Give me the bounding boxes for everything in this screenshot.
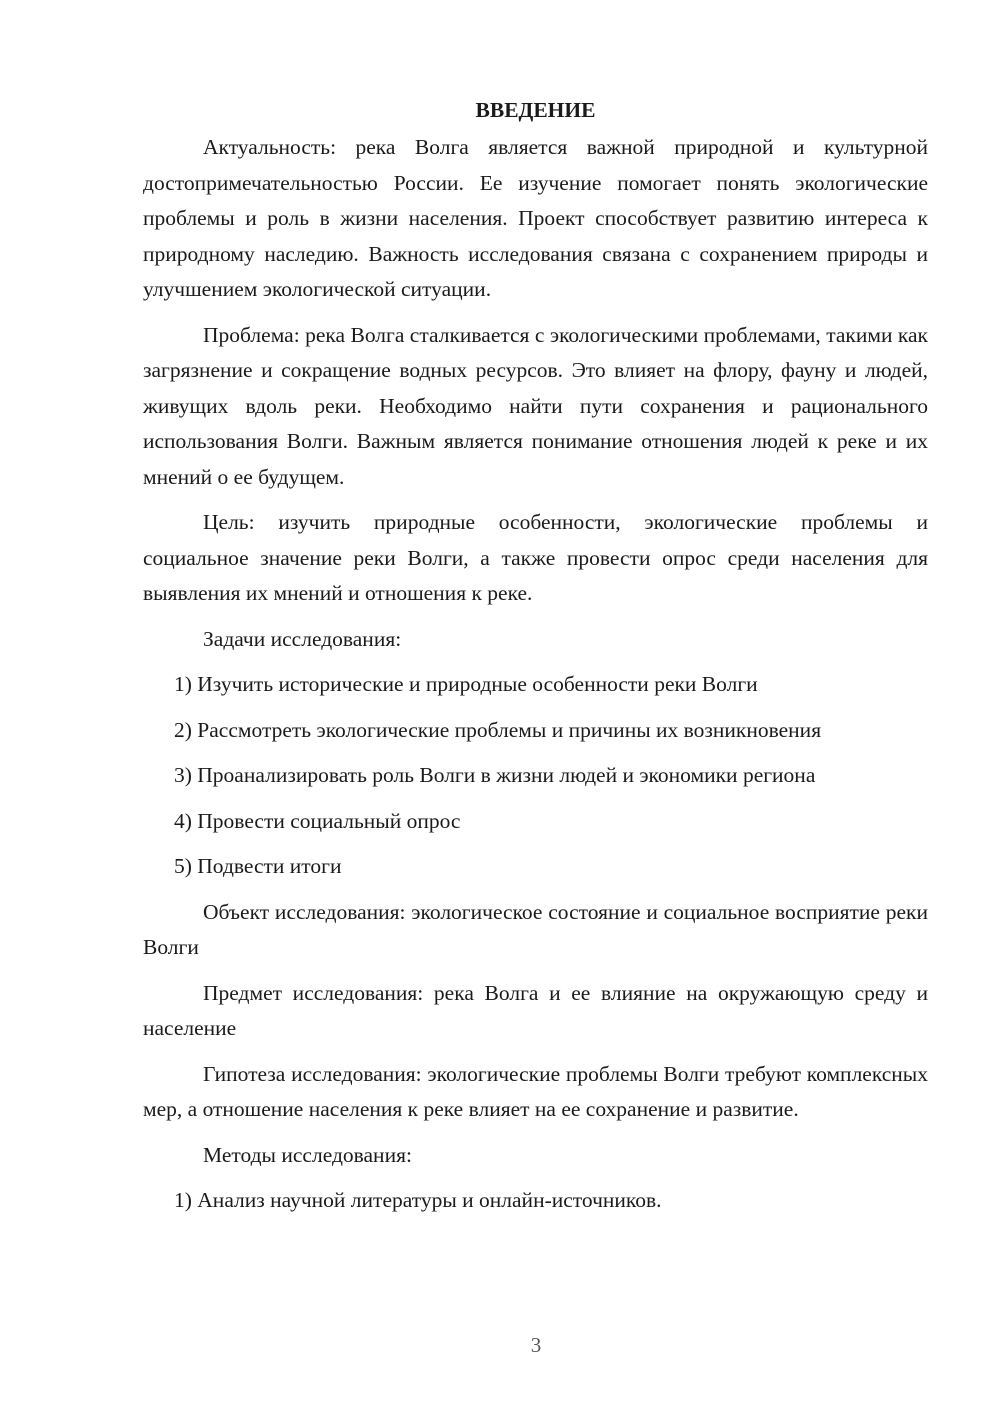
section-title: ВВЕДЕНИЕ xyxy=(475,98,596,122)
task-item: 1) Изучить исторические и природные особенности реки Волги xyxy=(174,672,758,696)
task-item: 3) Проанализировать роль Волги в жизни людей и экономики региона xyxy=(174,763,816,787)
page-number: 3 xyxy=(530,1333,542,1357)
method-item: 1) Анализ научной литературы и онлайн-источников. xyxy=(174,1188,662,1212)
object-paragraph: Объект исследования: экологическое состояние и социальное восприятие реки Волги xyxy=(143,899,928,959)
subject-paragraph: Предмет исследования: река Волга и ее влияние на окружающую среду и население xyxy=(143,980,928,1040)
relevance-paragraph: Актуальность: река Волга является важной природной и культурной достопримечательностью России. Ее изучение помогает понять экологические проблемы и роль в жизни населения. Проект способствует развитию интереса к природному наследию. Важность исследования связана с сохранением природы и улучшением экологической ситуации. xyxy=(143,135,928,301)
task-item: 2) Рассмотреть экологические проблемы и причины их возникновения xyxy=(174,717,822,742)
problem-paragraph: Проблема: река Волга сталкивается с экологическими проблемами, такими как загрязнение и сокращение водных ресурсов. Это влияет на флору, фауну и людей, живущих вдоль реки. Необходимо найти пути сохранения и рационального использования Волги. Важным является понимание отношения людей к реке и их мнений о ее будущем. xyxy=(143,322,928,489)
methods-heading: Методы исследования: xyxy=(203,1142,412,1167)
task-item: 4) Провести социальный опрос xyxy=(174,808,461,833)
hypothesis-paragraph: Гипотеза исследования: экологические проблемы Волги требуют комплексных мер, а отношение населения к реке влияет на ее сохранение и развитие. xyxy=(143,1061,928,1121)
task-item: 5) Подвести итоги xyxy=(174,854,342,878)
tasks-heading: Задачи исследования: xyxy=(203,626,402,651)
page-content xyxy=(143,90,928,1219)
goal-paragraph: Цель: изучить природные особенности, экологические проблемы и социальное значение реки Волги, а также провести опрос среди населения для выявления их мнений и отношения к реке. xyxy=(143,510,928,605)
